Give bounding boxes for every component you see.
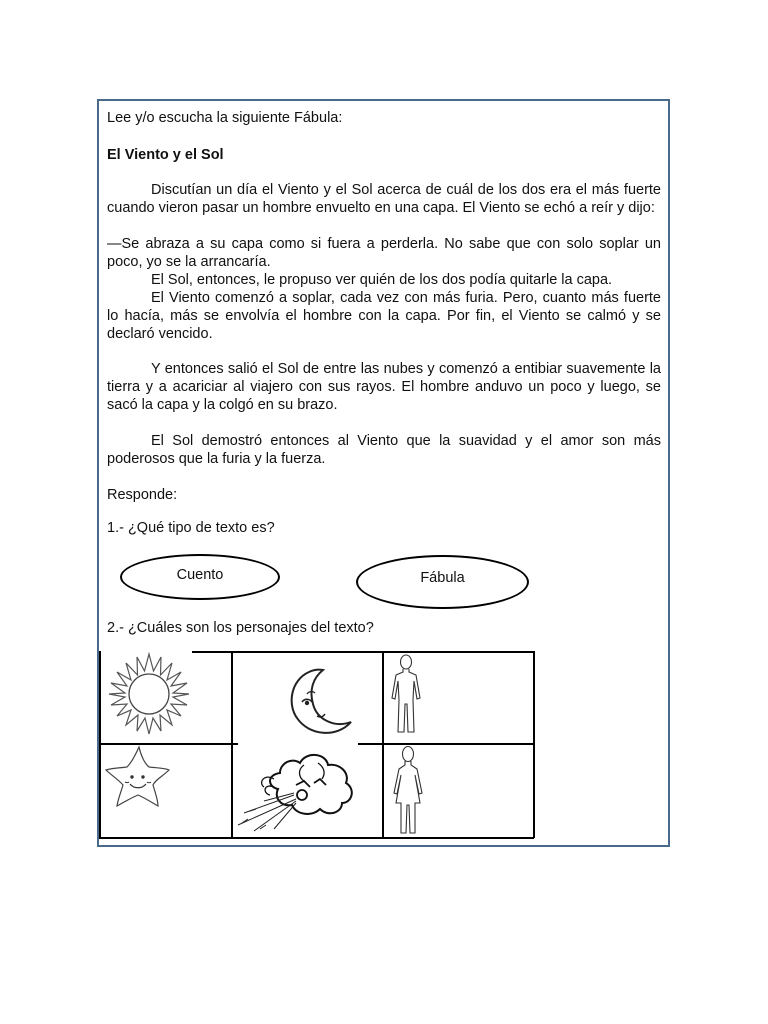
paragraph-3: El Sol, entonces, le propuso ver quién de los dos podía quitarle la capa. (151, 272, 613, 288)
option-fabula-label: Fábula (420, 570, 465, 586)
paragraph-1: Discutían un día el Viento y el Sol acerca de cuál de los dos era el más fuerte cuando vieron pasar un hombre envuelto en una capa. El Viento se echó a reír y dijo: (107, 182, 661, 216)
fable-title: El Viento y el Sol (107, 147, 224, 163)
woman-icon[interactable] (388, 745, 428, 837)
moon-icon[interactable] (283, 666, 358, 740)
option-cuento[interactable] (120, 554, 280, 600)
grid-line (99, 837, 534, 839)
grid-line (382, 651, 384, 838)
wind-cloud-icon[interactable] (234, 743, 358, 833)
grid-line (533, 651, 535, 838)
man-icon[interactable] (386, 654, 426, 736)
option-cuento-label: Cuento (176, 567, 224, 583)
paragraph-6: El Sol demostró entonces al Viento que la suavidad y el amor son más poderosos que la furia y la fuerza. (107, 433, 661, 467)
respond-label: Responde: (107, 487, 178, 503)
question-2: 2.- ¿Cuáles son los personajes del texto? (107, 620, 374, 636)
option-fabula[interactable] (356, 555, 529, 609)
grid-line (99, 651, 101, 838)
grid-line (192, 651, 534, 653)
sun-icon[interactable] (105, 650, 193, 738)
grid-line (358, 743, 534, 745)
paragraph-5: Y entonces salió el Sol de entre las nubes y comenzó a entibiar suavemente la tierra y a acariciar al viajero con sus rayos. El hombre anduvo un poco y luego, se sacó la capa y la colgó en su brazo. (107, 361, 661, 413)
intro-text: Lee y/o escucha la siguiente Fábula: (107, 110, 343, 126)
grid-line (231, 651, 233, 838)
star-icon[interactable] (103, 744, 173, 810)
paragraph-4: El Viento comenzó a soplar, cada vez con más furia. Pero, cuanto más fuerte lo hacía, más se envolvía el hombre con la capa. Por fin, el Viento se calmó y se declaró vencido. (107, 290, 661, 342)
question-1: 1.- ¿Qué tipo de texto es? (107, 520, 275, 536)
paragraph-2: —Se abraza a su capa como si fuera a perderla. No sabe que con solo soplar un poco, yo se la arrancaría. (107, 236, 661, 270)
